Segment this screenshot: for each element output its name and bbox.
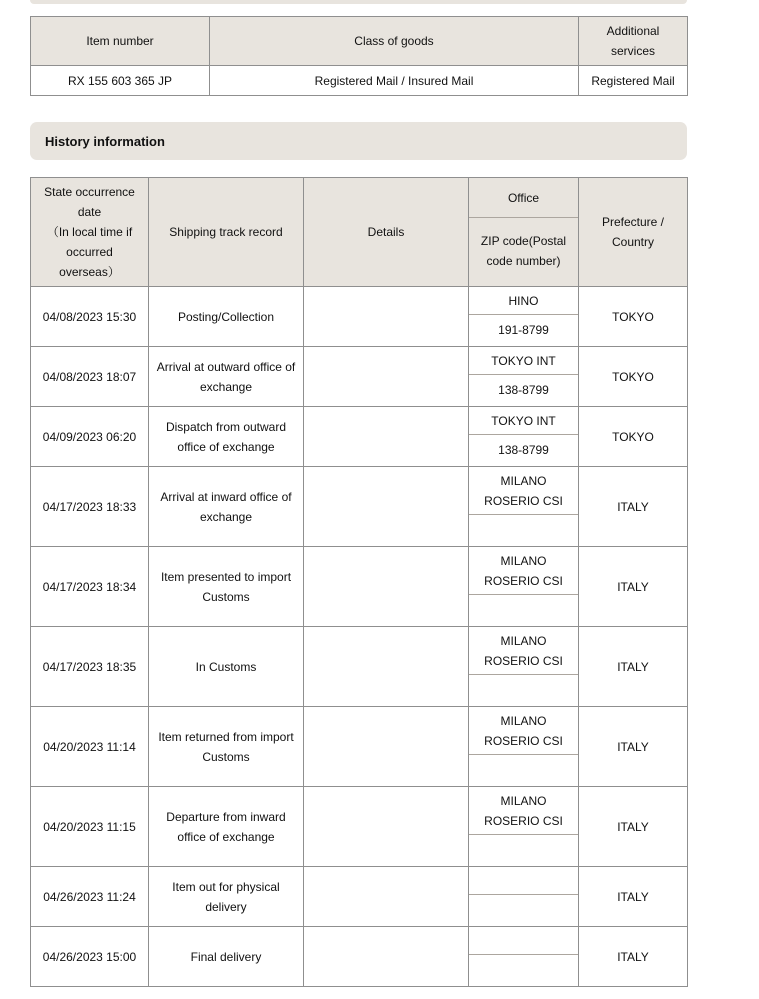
office-header-label: Office xyxy=(469,178,578,218)
history-row xyxy=(31,407,688,467)
history-row xyxy=(31,287,688,347)
office-name-cell: TOKYO INT xyxy=(469,407,578,435)
prefecture-cell: ITALY xyxy=(579,467,688,547)
record-cell: Arrival at outward office of exchange xyxy=(149,347,304,407)
prefecture-header: Prefecture / Country xyxy=(579,178,688,287)
office-name-cell xyxy=(469,867,578,895)
office-name-cell: MILANO ROSERIO CSI xyxy=(469,547,578,595)
details-cell xyxy=(304,627,469,707)
prefecture-cell: TOKYO xyxy=(579,287,688,347)
office-name-cell: MILANO ROSERIO CSI xyxy=(469,787,578,835)
details-cell xyxy=(304,287,469,347)
zip-code-cell xyxy=(469,895,578,925)
office-header xyxy=(469,178,579,287)
details-cell xyxy=(304,927,469,987)
office-name-cell: HINO xyxy=(469,287,578,315)
history-section-title: History information xyxy=(45,133,165,149)
prefecture-cell: TOKYO xyxy=(579,407,688,467)
item-summary-value-row xyxy=(31,66,688,96)
date-cell: 04/17/2023 18:35 xyxy=(31,627,149,707)
record-cell: Item presented to import Customs xyxy=(149,547,304,627)
record-cell: Final delivery xyxy=(149,927,304,987)
history-row xyxy=(31,627,688,707)
history-row xyxy=(31,867,688,927)
history-row xyxy=(31,347,688,407)
zip-code-cell xyxy=(469,755,578,785)
record-cell: Dispatch from outward office of exchange xyxy=(149,407,304,467)
date-cell: 04/20/2023 11:14 xyxy=(31,707,149,787)
date-cell: 04/20/2023 11:15 xyxy=(31,787,149,867)
record-cell: Item out for physical delivery xyxy=(149,867,304,927)
office-name-cell: MILANO ROSERIO CSI xyxy=(469,627,578,675)
history-row xyxy=(31,547,688,627)
zip-code-cell xyxy=(469,675,578,705)
record-cell: Posting/Collection xyxy=(149,287,304,347)
record-cell: Item returned from import Customs xyxy=(149,707,304,787)
history-row xyxy=(31,707,688,787)
details-cell xyxy=(304,787,469,867)
record-cell: Arrival at inward office of exchange xyxy=(149,467,304,547)
date-header-line2: （In local time if occurred overseas） xyxy=(46,225,133,279)
item-number-header: Item number xyxy=(31,17,210,66)
prefecture-cell: ITALY xyxy=(579,787,688,867)
history-row xyxy=(31,467,688,547)
class-of-goods-value: Registered Mail / Insured Mail xyxy=(210,66,579,96)
top-strip xyxy=(30,0,687,4)
date-cell: 04/26/2023 11:24 xyxy=(31,867,149,927)
history-row xyxy=(31,927,688,987)
record-header: Shipping track record xyxy=(149,178,304,287)
history-section-header xyxy=(30,122,687,160)
history-table xyxy=(30,177,688,987)
prefecture-cell: TOKYO xyxy=(579,347,688,407)
record-cell: Departure from inward office of exchange xyxy=(149,787,304,867)
zip-code-cell xyxy=(469,955,578,985)
details-cell xyxy=(304,407,469,467)
prefecture-cell: ITALY xyxy=(579,707,688,787)
zip-code-cell xyxy=(469,515,578,545)
date-header xyxy=(31,178,149,287)
office-name-cell: MILANO ROSERIO CSI xyxy=(469,467,578,515)
date-cell: 04/26/2023 15:00 xyxy=(31,927,149,987)
details-cell xyxy=(304,867,469,927)
date-cell: 04/09/2023 06:20 xyxy=(31,407,149,467)
zip-code-cell xyxy=(469,835,578,865)
zip-code-cell: 138-8799 xyxy=(498,443,549,457)
history-row xyxy=(31,787,688,867)
history-header-row xyxy=(31,178,688,287)
details-cell xyxy=(304,347,469,407)
office-name-cell: MILANO ROSERIO CSI xyxy=(469,707,578,755)
prefecture-cell: ITALY xyxy=(579,547,688,627)
prefecture-cell: ITALY xyxy=(579,927,688,987)
zip-header-label: ZIP code(Postal code number) xyxy=(480,234,567,268)
additional-services-value: Registered Mail xyxy=(579,66,688,96)
prefecture-cell: ITALY xyxy=(579,867,688,927)
date-cell: 04/17/2023 18:34 xyxy=(31,547,149,627)
zip-code-cell: 191-8799 xyxy=(498,323,549,337)
zip-code-cell xyxy=(469,595,578,625)
office-name-cell xyxy=(469,927,578,955)
item-number-value: RX 155 603 365 JP xyxy=(31,66,210,96)
item-summary-header-row xyxy=(31,17,688,66)
details-header: Details xyxy=(304,178,469,287)
prefecture-cell: ITALY xyxy=(579,627,688,707)
class-of-goods-header: Class of goods xyxy=(210,17,579,66)
date-header-line1: State occurrence date xyxy=(44,185,135,219)
office-name-cell: TOKYO INT xyxy=(469,347,578,375)
zip-code-cell: 138-8799 xyxy=(498,383,549,397)
additional-services-header: Additional services xyxy=(579,17,688,66)
date-cell: 04/08/2023 18:07 xyxy=(31,347,149,407)
date-cell: 04/08/2023 15:30 xyxy=(31,287,149,347)
details-cell xyxy=(304,547,469,627)
details-cell xyxy=(304,707,469,787)
record-cell: In Customs xyxy=(149,627,304,707)
item-summary-table xyxy=(30,16,688,96)
date-cell: 04/17/2023 18:33 xyxy=(31,467,149,547)
details-cell xyxy=(304,467,469,547)
